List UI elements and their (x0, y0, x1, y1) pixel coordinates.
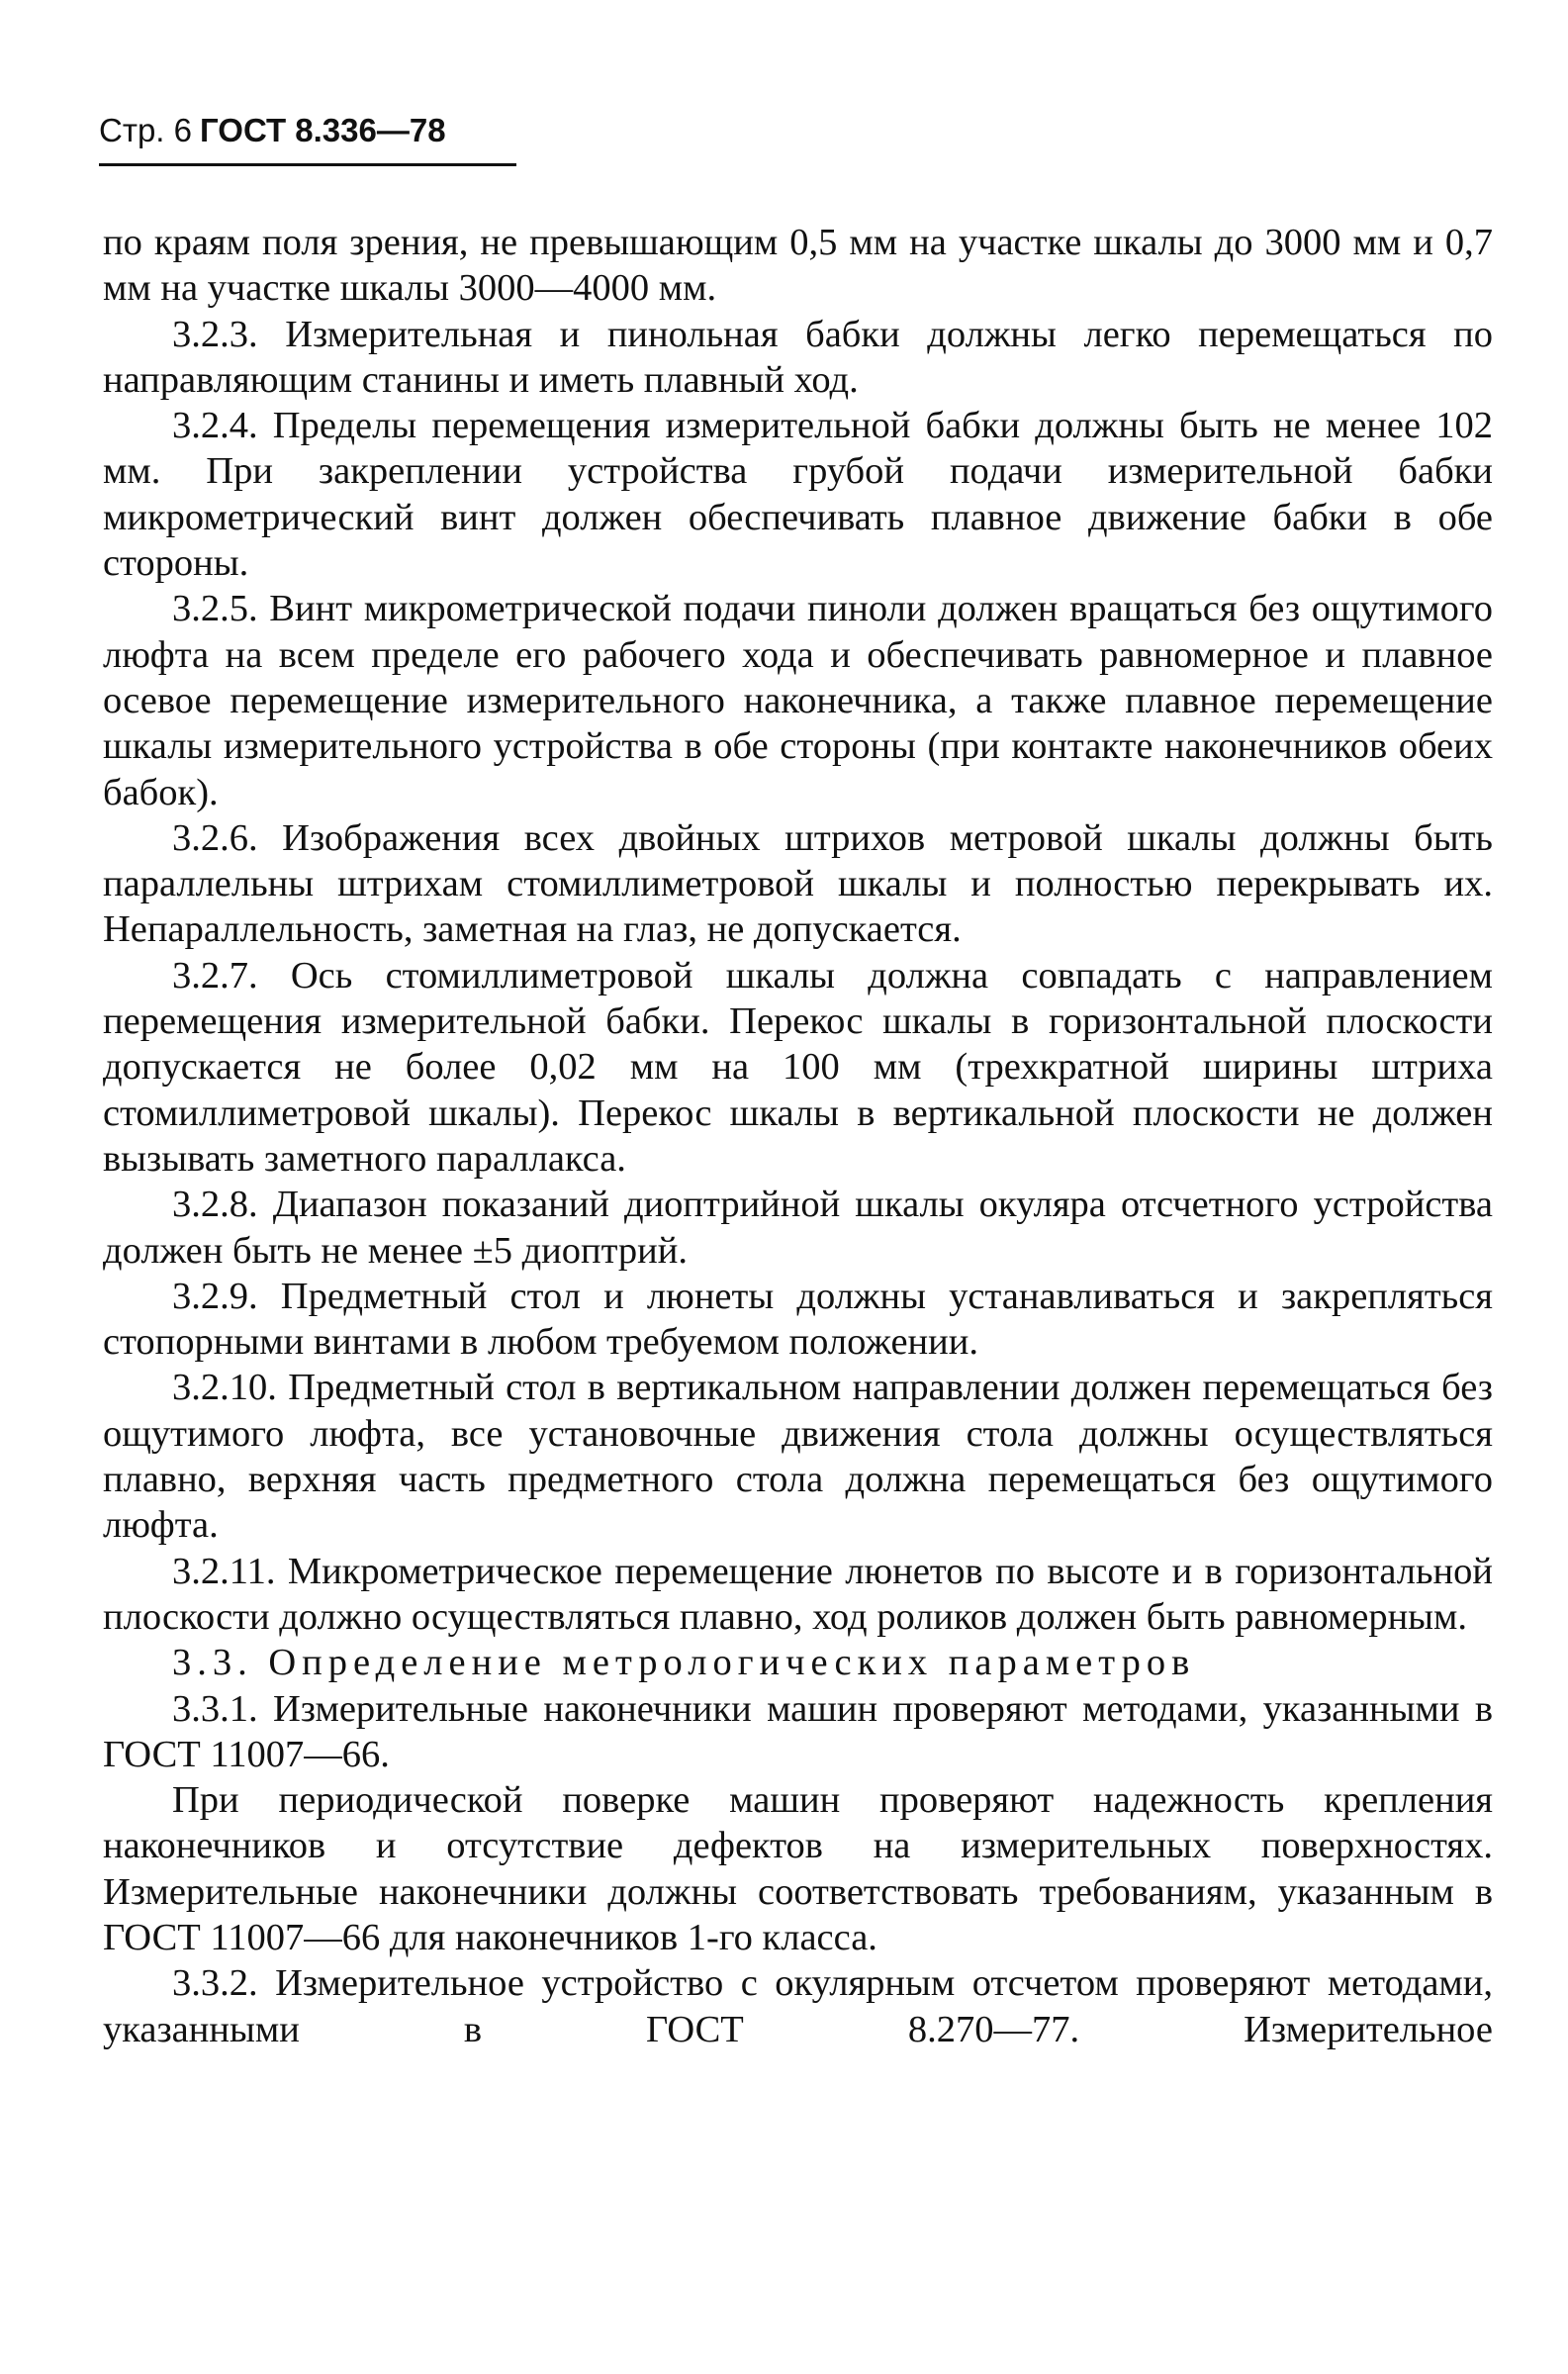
paragraph-3-2-10: 3.2.10. Предметный стол в вертикальном направлении должен перемещаться без ощутимого люфта, все установочные движения стола должны осуществляться плавно, верхняя часть предметного стола должна перемещаться без ощутимого люфта. (103, 1367, 1493, 1547)
paragraph-3-2-6: 3.2.6. Изображения всех двойных штрихов метровой шкалы должны быть параллельны штрихам стомиллиметровой шкалы и полностью перекрывать их. Непараллельность, заметная на глаз, не допускается. (103, 816, 1493, 951)
section-heading-3-3: 3.3. Определение метрологических параметров (172, 1642, 1196, 1684)
page-number: Стр. 6 (99, 112, 192, 148)
paragraph-periodic-verification: При периодической поверке машин проверяют надежность крепления наконечников и отсутствие дефектов на измерительных поверхностях. Измерительные наконечники должны соответствовать требованиям, указанным в ГОСТ 11007—66 для наконечников 1-го класса. (103, 1779, 1493, 1958)
header-rule (99, 163, 516, 166)
page-header (99, 111, 446, 150)
paragraph-3-2-4: 3.2.4. Пределы перемещения измерительной бабки должны быть не менее 102 мм. При закреплении устройства грубой подачи измерительной бабки микрометрический винт должен обеспечивать плавное движение бабки в обе стороны. (103, 405, 1493, 585)
paragraph-3-3-1: 3.3.1. Измерительные наконечники машин проверяют методами, указанными в ГОСТ 11007—66. (103, 1687, 1493, 1775)
paragraph-continuation: по краям поля зрения, не превышающим 0,5 мм на участке шкалы до 3000 мм и 0,7 мм на участке шкалы 3000—4000 мм. (103, 222, 1493, 310)
standard-designation: ГОСТ 8.336—78 (200, 112, 446, 148)
paragraph-3-2-7: 3.2.7. Ось стомиллиметровой шкалы должна совпадать с направлением перемещения измерительной бабки. Перекос шкалы в горизонтальной плоскости допускается не более 0,02 мм на 100 мм (трехкратной ширины штриха стомиллиметровой шкалы). Перекос шкалы в вертикальной плоскости не должен вызывать заметного параллакса. (103, 954, 1493, 1180)
paragraph-3-2-8: 3.2.8. Диапазон показаний диоптрийной шкалы окуляра отсчетного устройства должен быть не менее ±5 диоптрий. (103, 1184, 1493, 1272)
paragraph-3-3-2: 3.3.2. Измерительное устройство с окулярным отсчетом проверяют методами, указанными в ГОСТ 8.270—77. Измерительное (103, 1962, 1493, 2050)
document-body (103, 220, 1493, 2052)
paragraph-3-2-9: 3.2.9. Предметный стол и люнеты должны устанавливаться и закрепляться стопорными винтами в любом требуемом положении. (103, 1275, 1493, 1364)
paragraph-3-2-11: 3.2.11. Микрометрическое перемещение люнетов по высоте и в горизонтальной плоскости должно осуществляться плавно, ход роликов должен быть равномерным. (103, 1550, 1493, 1638)
paragraph-3-2-5: 3.2.5. Винт микрометрической подачи пиноли должен вращаться без ощутимого люфта на всем пределе его рабочего хода и обеспечивать равномерное и плавное осевое перемещение измерительного наконечника, а также плавное перемещение шкалы измерительного устройства в обе стороны (при контакте наконечников обеих бабок). (103, 588, 1493, 813)
paragraph-3-2-3: 3.2.3. Измерительная и пинольная бабки должны легко перемещаться по направляющим станины и иметь плавный ход. (103, 313, 1493, 401)
